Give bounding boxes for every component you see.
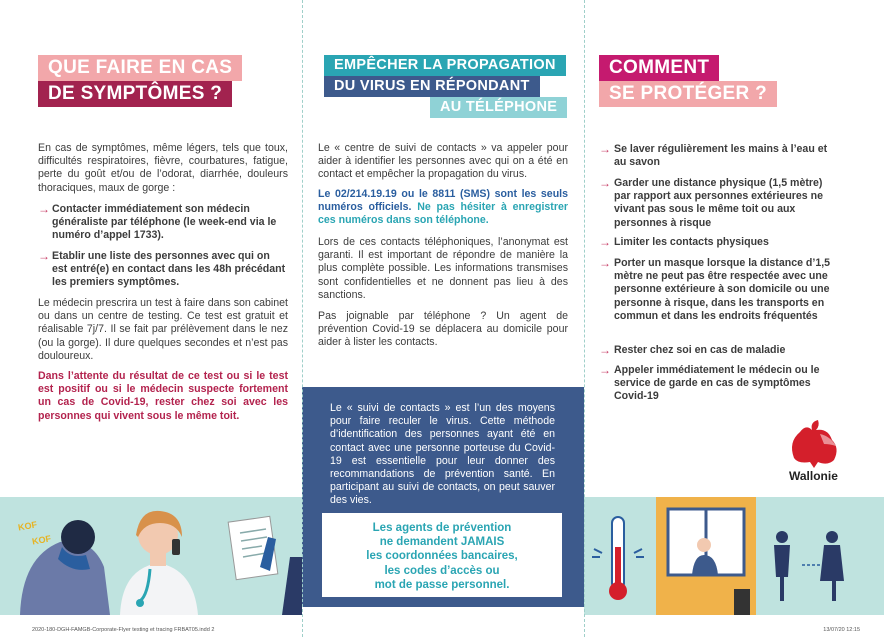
kof-label-1: KOF (17, 519, 38, 533)
kof-label-2: KOF (31, 533, 52, 547)
doctor-illustration (0, 497, 302, 615)
arrow-icon: → (599, 142, 611, 156)
official-numbers-text: Le 02/214.19.19 ou le 8811 (SMS) sont les seuls numéros officiels. (318, 188, 568, 214)
notice-line: les codes d’accès ou (384, 564, 500, 577)
notice-box (322, 513, 562, 597)
wallonie-logo-text: Wallonie (789, 469, 838, 483)
heading-line-2: DU VIRUS EN RÉPONDANT (324, 76, 540, 97)
notice-line: les coordonnées bancaires, (366, 550, 518, 563)
tracing-info-box (302, 387, 584, 607)
test-info: Le médecin prescrira un test à faire dans son cabinet ou dans un centre de testing. Ce test est gratuit et réalisable 7j/7. Il se fait par prélèvement dans le nez (ou la gorge). Il dure quelques secondes et n’est pas douloureux. (38, 297, 288, 362)
heading-line-2: DE SYMPTÔMES ? (38, 81, 232, 107)
notice-line: mot de passe personnel. (374, 578, 510, 591)
bullet-call-doctor: Appeler immédiatement le médecin ou le service de garde en cas de symptômes Covid-19 (614, 364, 820, 403)
print-footer-right: 13/07/20 12:15 (823, 627, 860, 633)
fold-line (302, 0, 303, 637)
bullet-contact-doctor: Contacter immédiatement son médecin généraliste par téléphone (le week-end via le numéro d’appel 1733). (52, 203, 277, 242)
notice-text (322, 513, 562, 592)
heading-line-1: COMMENT (599, 55, 719, 81)
notice-line: ne demandent JAMAIS (379, 536, 505, 549)
column-protection (584, 0, 884, 637)
arrow-icon: → (599, 176, 611, 190)
save-numbers-text: Ne pas hésiter à enregistrer ces numéros dans son téléphone. (318, 201, 568, 227)
bullet-stay-home: Rester chez soi en cas de maladie (614, 344, 786, 356)
anonymity-text: Lors de ces contacts téléphoniques, l’anonymat est garanti. Il est important de répondre de manière la plus complète possible. Les informations transmises sont confidentielles et ne donnent pas lieu à des sanctions. (318, 236, 568, 301)
notice-line: Les agents de prévention (372, 522, 512, 534)
bullet-limit-contacts: Limiter les contacts physiques (614, 236, 769, 248)
bullet-contact-list: Etablir une liste des personnes avec qui on est entré(e) en contact dans les 48h précédant les premiers symptômes. (52, 250, 286, 289)
heading-line-2: SE PROTÉGER ? (599, 81, 777, 107)
heading-line-3: AU TÉLÉPHONE (430, 97, 567, 118)
rooster-logo-icon (784, 418, 844, 470)
protection-illustration (584, 497, 884, 615)
arrow-icon: → (599, 256, 611, 270)
home-visit-text: Pas joignable par téléphone ? Un agent de prévention Covid-19 se déplacera au domicile pour aider à lister les contacts. (318, 310, 568, 349)
heading-line-1: EMPÊCHER LA PROPAGATION (324, 55, 566, 76)
illustration-band (584, 497, 884, 615)
column-tracing (302, 0, 584, 637)
bullet-distance: Garder une distance physique (1,5 mètre) par rapport aux personnes extérieures ne vivant pas sous le même toit ou aux personnes à risque (614, 177, 824, 229)
official-numbers (318, 188, 568, 228)
arrow-icon: → (599, 343, 611, 357)
arrow-icon: → (599, 235, 611, 249)
arrow-icon: → (38, 249, 50, 263)
print-footer-left: 2020-180-DGH-FAMGB-Corporate-Flyer testing et tracing FRBAT05.indd 2 (32, 627, 215, 633)
arrow-icon: → (38, 202, 50, 216)
bullet-wash-hands: Se laver régulièrement les mains à l’eau et au savon (614, 143, 828, 169)
fold-line (584, 0, 585, 637)
bullet-mask: Porter un masque lorsque la distance d’1,5 mètre ne peut pas être respectée avec une personne extérieure à son domicile ou une personne à risque, dans les transports en commun et dans les endroits fréquentés (614, 257, 831, 322)
warning-text: Dans l’attente du résultat de ce test ou si le test est positif ou si le médecin suspecte fortement un cas de Covid-19, rester chez soi avec les personnes qui vivent sous le même toit. (38, 370, 288, 422)
column-symptoms (0, 0, 302, 637)
intro-text: En cas de symptômes, même légers, tels que toux, difficultés respiratoires, fièvre, courbatures, fatigue, perte du goût et/ou de l’odorat, diarrhée, douleurs thoraciques, maux de gorge : (38, 142, 288, 194)
heading-line-1: QUE FAIRE EN CAS (38, 55, 242, 81)
tracing-info-text: Le « suivi de contacts » est l’un des moyens pour faire reculer le virus. Cette méthode d’identification des personnes ayant été en contact avec une personne porteuse du Covid-19 est essentielle pour leur donner des recommandations de prévention santé. En participant au suivi de contacts, on peut sauver des vies. (330, 402, 555, 507)
tracing-intro: Le « centre de suivi de contacts » va appeler pour aider à identifier les personnes avec qui on a été en contact et empêcher la propagation du virus. (318, 142, 568, 181)
arrow-icon: → (599, 363, 611, 377)
illustration-band (0, 497, 302, 615)
